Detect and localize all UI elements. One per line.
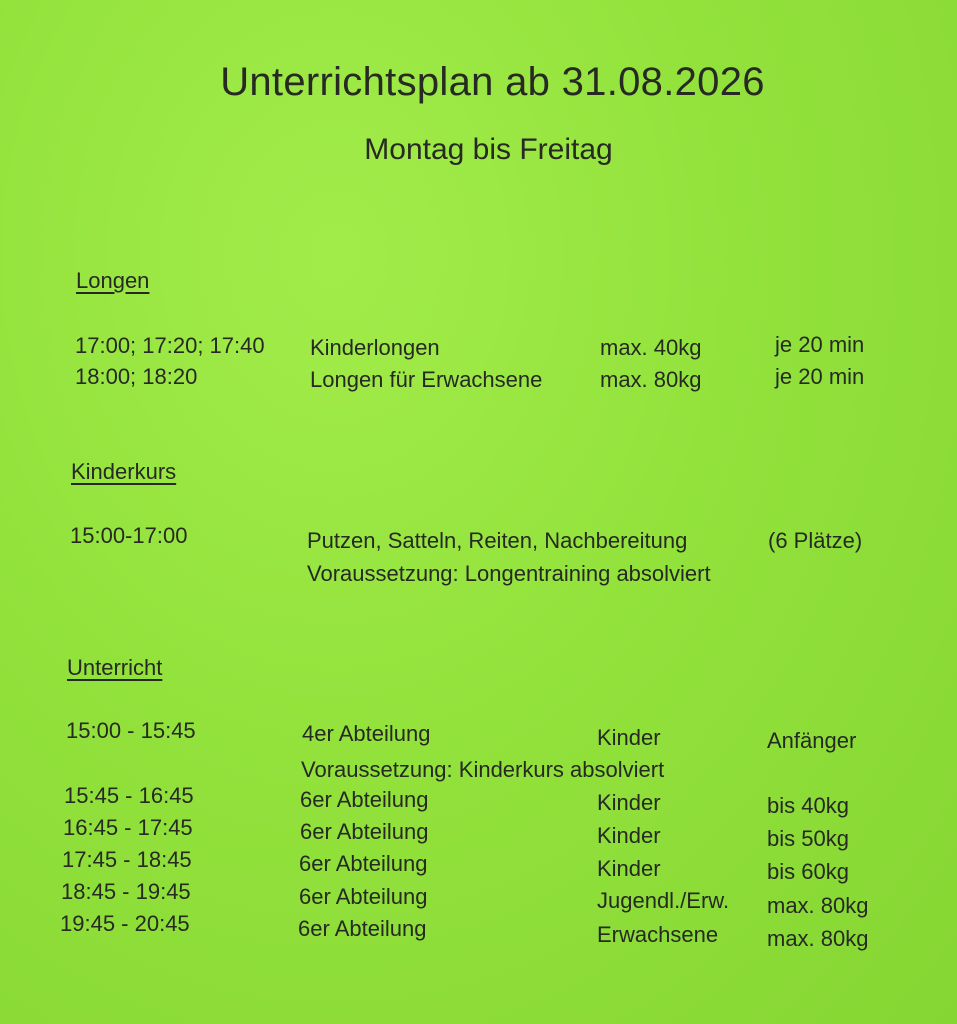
unterricht-row-2-audience: Kinder — [597, 790, 661, 815]
unterricht-row-5-group: 6er Abteilung — [299, 884, 428, 909]
unterricht-row-6-audience: Erwachsene — [597, 922, 719, 947]
unterricht-row-1-time: 15:00 - 15:45 — [66, 718, 196, 743]
section-heading-unterricht: Unterricht — [67, 655, 163, 680]
unterricht-row-3-group: 6er Abteilung — [300, 819, 429, 844]
unterricht-row-1-audience: Kinder — [597, 725, 661, 750]
unterricht-row-2-group: 6er Abteilung — [300, 787, 429, 812]
longen-row-1-limit: max. 40kg — [600, 335, 702, 360]
unterricht-row-4-audience: Kinder — [597, 856, 661, 881]
unterricht-row-6-time: 19:45 - 20:45 — [60, 911, 190, 936]
kinderkurs-description: Putzen, Satteln, Reiten, Nachbereitung — [307, 528, 688, 553]
unterricht-row-3-audience: Kinder — [597, 823, 661, 848]
section-heading-longen: Longen — [76, 268, 150, 293]
unterricht-row-4-time: 17:45 - 18:45 — [62, 847, 192, 872]
longen-row-2-duration: je 20 min — [775, 364, 865, 389]
longen-row-2-name: Longen für Erwachsene — [310, 367, 543, 392]
unterricht-row-3-limit: bis 50kg — [767, 826, 849, 851]
unterricht-row-1-group: 4er Abteilung — [302, 721, 431, 746]
unterricht-row-5-audience: Jugendl./Erw. — [597, 888, 730, 913]
unterricht-row-6-group: 6er Abteilung — [298, 916, 427, 941]
kinderkurs-time: 15:00-17:00 — [70, 523, 188, 548]
unterricht-row-2-limit: bis 40kg — [767, 793, 849, 818]
unterricht-row-3-time: 16:45 - 17:45 — [63, 815, 193, 840]
longen-row-2-time: 18:00; 18:20 — [75, 364, 198, 389]
unterricht-row-5-limit: max. 80kg — [767, 893, 869, 918]
kinderkurs-places: (6 Plätze) — [768, 528, 863, 553]
kinderkurs-requirement: Voraussetzung: Longentraining absolviert — [307, 561, 711, 586]
section-heading-kinderkurs: Kinderkurs — [71, 459, 177, 484]
unterricht-requirement: Voraussetzung: Kinderkurs absolviert — [301, 757, 665, 782]
longen-row-1-duration: je 20 min — [775, 332, 865, 357]
longen-row-1-name: Kinderlongen — [310, 335, 440, 360]
page-title: Unterrichtsplan ab 31.08.2026 — [220, 60, 765, 104]
unterricht-row-5-time: 18:45 - 19:45 — [61, 879, 191, 904]
unterricht-row-1-limit: Anfänger — [767, 728, 857, 753]
page-subtitle: Montag bis Freitag — [364, 133, 613, 166]
unterricht-row-6-limit: max. 80kg — [767, 926, 869, 951]
longen-row-1-time: 17:00; 17:20; 17:40 — [75, 333, 265, 358]
longen-row-2-limit: max. 80kg — [600, 367, 702, 392]
unterricht-row-4-group: 6er Abteilung — [299, 851, 428, 876]
unterricht-row-4-limit: bis 60kg — [767, 859, 849, 884]
unterricht-row-2-time: 15:45 - 16:45 — [64, 783, 194, 808]
